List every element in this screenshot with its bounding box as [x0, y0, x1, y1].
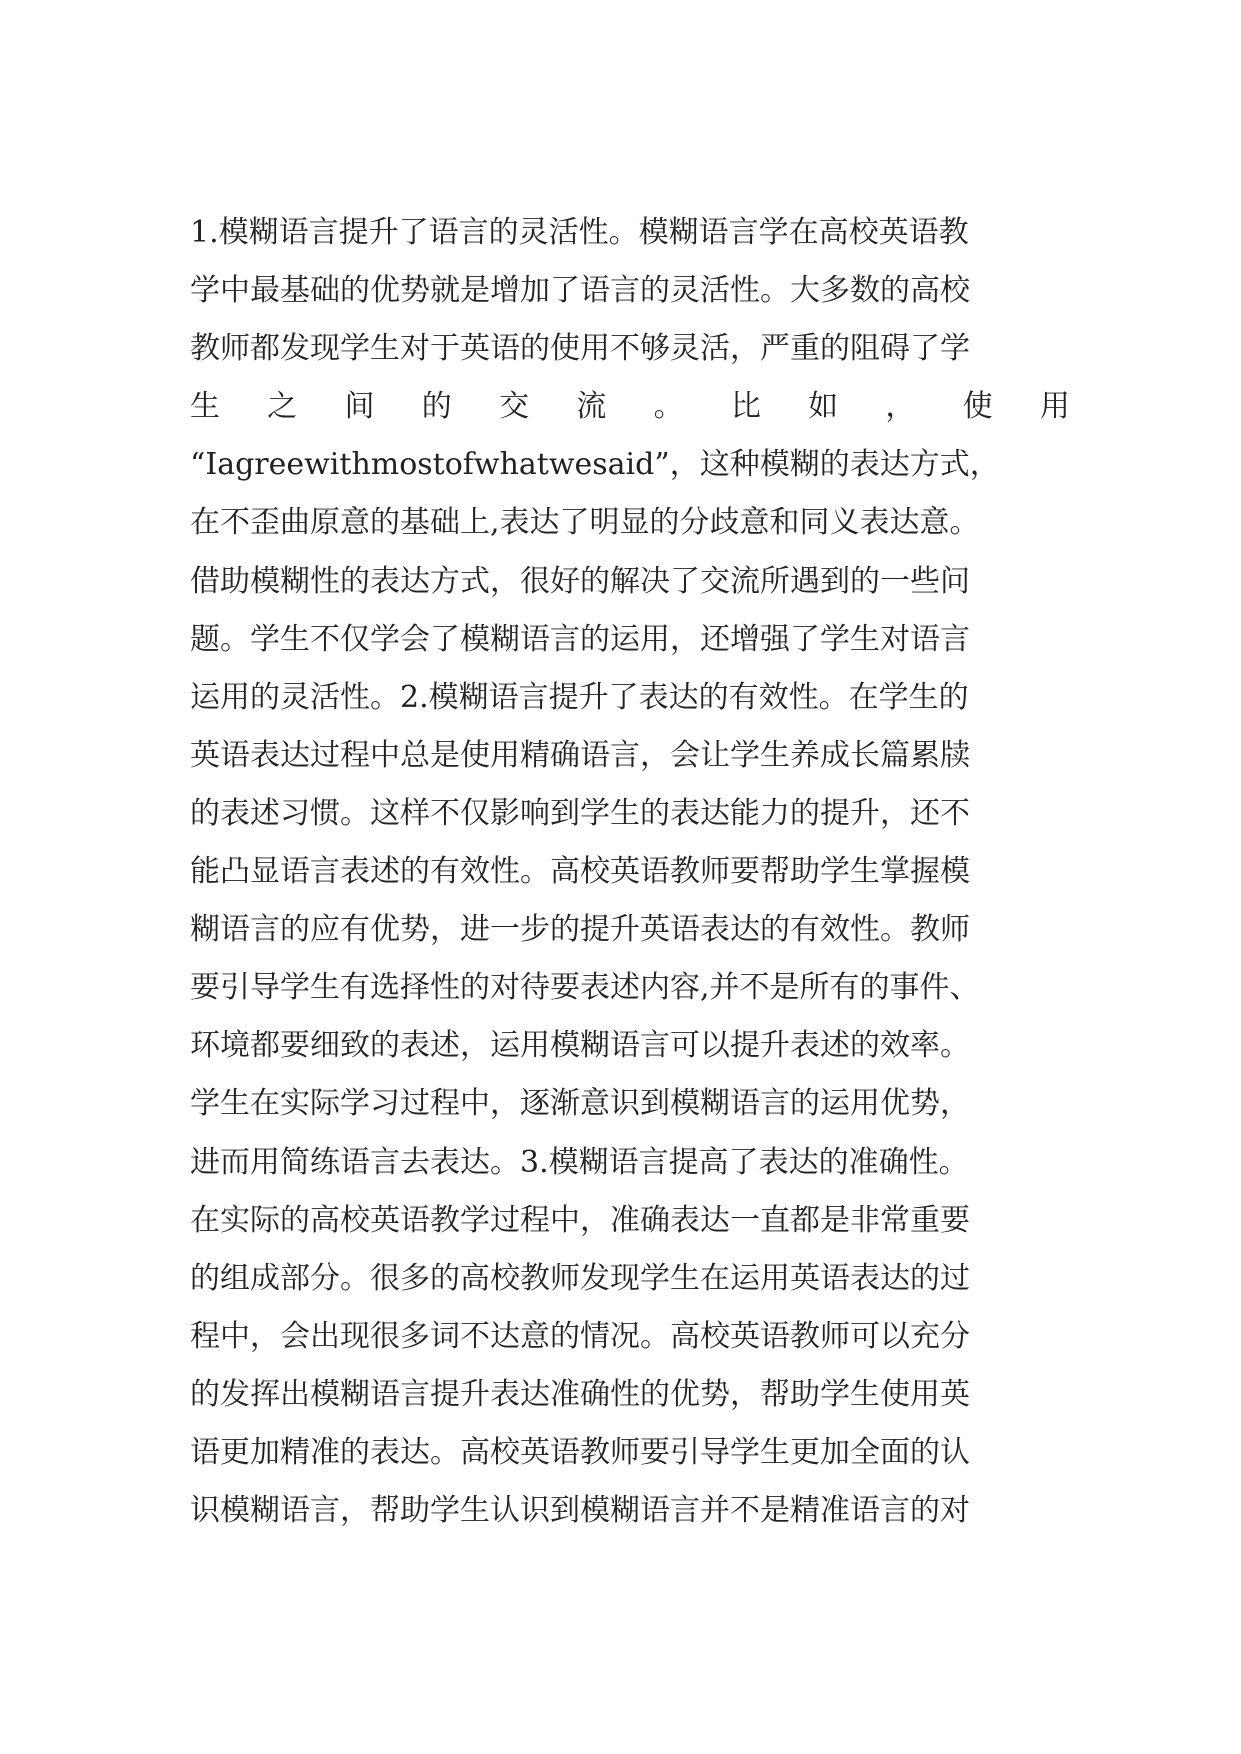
- char: 的: [421, 389, 452, 425]
- text-line: 在不歪曲原意的基础上,表达了明显的分歧意和同义表达意。: [190, 505, 980, 541]
- text-line: 运用的灵活性。2.模糊语言提升了表达的有效性。在学生的: [190, 679, 969, 715]
- char: 用: [1039, 389, 1070, 425]
- text-line: 程中，会出现很多词不达意的情况。高校英语教师可以充分: [190, 1318, 970, 1354]
- char: 。: [653, 389, 684, 425]
- text-line: 进而用简练语言去表达。3.模糊语言提高了表达的准确性。: [190, 1144, 969, 1180]
- text-line-justified: [190, 378, 1070, 436]
- text-line: 在实际的高校英语教学过程中，准确表达一直都是非常重要: [190, 1202, 970, 1238]
- text-line: 英语表达过程中总是使用精确语言，会让学生养成长篇累牍: [190, 737, 970, 773]
- text-line: 识模糊语言，帮助学生认识到模糊语言并不是精准语言的对: [190, 1493, 970, 1529]
- char: ，: [885, 389, 916, 425]
- text-line: 1.模糊语言提升了语言的灵活性。模糊语言学在高校英语教: [190, 215, 969, 250]
- text-line: 能凸显语言表述的有效性。高校英语教师要帮助学生掌握模: [190, 854, 970, 890]
- text-line: 题。学生不仅学会了模糊语言的运用，还增强了学生对语言: [190, 621, 970, 657]
- text-line: 学中最基础的优势就是增加了语言的灵活性。大多数的高校: [190, 273, 970, 309]
- char: 间: [344, 389, 375, 425]
- text-line: 的组成部分。很多的高校教师发现学生在运用英语表达的过: [190, 1260, 970, 1296]
- text-line: “Iagreewithmostofwhatwesaid”，这种模糊的表达方式，: [190, 447, 1000, 483]
- text-line: 的发挥出模糊语言提升表达准确性的优势，帮助学生使用英: [190, 1376, 970, 1412]
- text-line: 学生在实际学习过程中，逐渐意识到模糊语言的运用优势，: [190, 1086, 970, 1122]
- char: 之: [267, 389, 298, 425]
- char: 使: [962, 389, 993, 425]
- char: 如: [808, 389, 839, 425]
- char: 比: [730, 389, 761, 425]
- body-text: [190, 204, 1070, 1540]
- text-line: 语更加精准的表达。高校英语教师要引导学生更加全面的认: [190, 1434, 970, 1470]
- char: 流: [576, 389, 607, 425]
- text-line: 环境都要细致的表述，运用模糊语言可以提升表述的效率。: [190, 1028, 970, 1064]
- text-line: 糊语言的应有优势，进一步的提升英语表达的有效性。教师: [190, 912, 970, 948]
- char: 生: [190, 389, 220, 425]
- text-line: 借助模糊性的表达方式，很好的解决了交流所遇到的一些问: [190, 563, 970, 599]
- text-line: 的表述习惯。这样不仅影响到学生的表达能力的提升，还不: [190, 795, 970, 831]
- text-line: 教师都发现学生对于英语的使用不够灵活，严重的阻碍了学: [190, 331, 970, 367]
- text-line: 要引导学生有选择性的对待要表述内容,并不是所有的事件、: [190, 970, 980, 1006]
- char: 交: [499, 389, 530, 425]
